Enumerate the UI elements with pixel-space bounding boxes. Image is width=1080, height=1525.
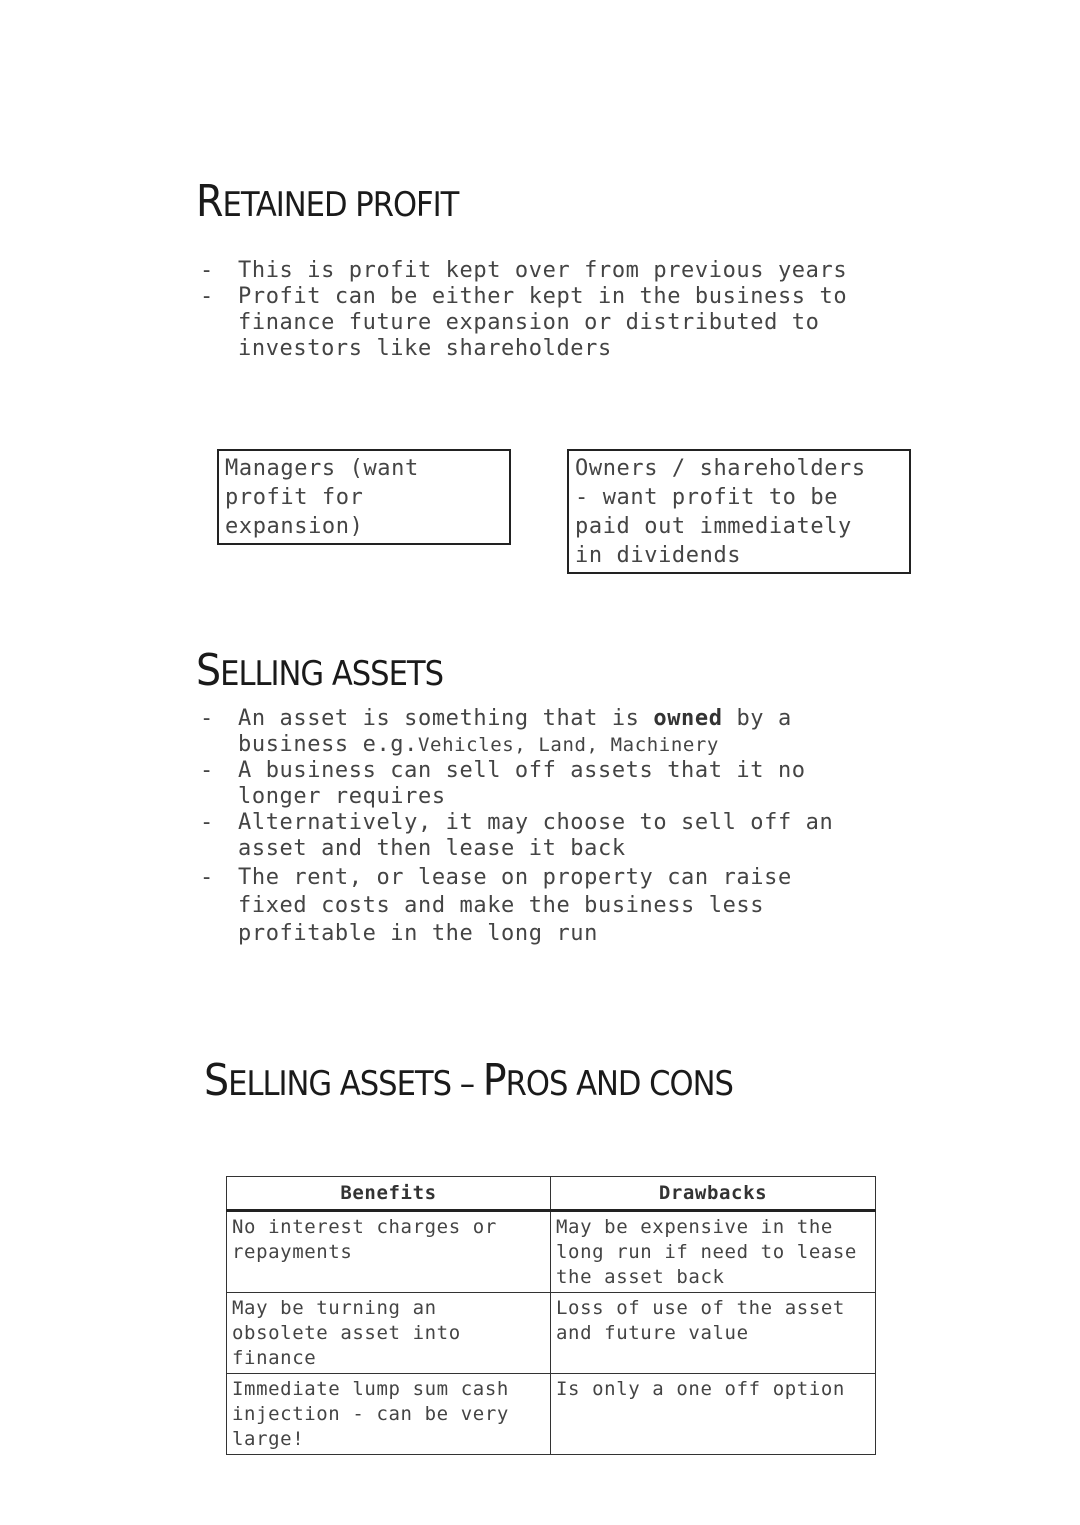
owned-bold: owned	[653, 706, 723, 731]
list-item: - Alternatively, it may choose to sell off an asset and then lease it back	[200, 810, 834, 861]
benefits-header: Benefits	[227, 1177, 551, 1211]
list-item: - Profit can be either kept in the business to finance future expansion or distributed to investors like shareholders	[200, 284, 848, 361]
drawback-cell: Loss of use of the asset and future value	[551, 1293, 876, 1374]
benefit-cell: May be turning an obsolete asset into finance	[227, 1293, 551, 1374]
drawbacks-header: Drawbacks	[551, 1177, 876, 1211]
benefit-cell: No interest charges or repayments	[227, 1211, 551, 1293]
list-item: - This is profit kept over from previous years	[200, 258, 848, 283]
list-item: - A business can sell off assets that it no longer requires	[200, 758, 806, 809]
owners-box: Owners / shareholders - want profit to be paid out immediately in dividends	[567, 449, 911, 574]
table-row	[227, 1293, 876, 1374]
list-item: - The rent, or lease on property can raise fixed costs and make the business less profitable in the long run	[200, 865, 792, 946]
pros-cons-table	[226, 1176, 876, 1455]
pros-cons-heading: SELLING ASSETS – PROS AND CONS	[204, 1055, 733, 1106]
benefit-cell: Immediate lump sum cash injection - can be very large!	[227, 1374, 551, 1455]
list-item: - An asset is something that is owned by a business e.g.Vehicles, Land, Machinery	[200, 706, 792, 757]
table-header-row	[227, 1177, 876, 1211]
retained-profit-heading: RETAINED PROFIT	[196, 176, 459, 227]
selling-assets-bullets	[200, 706, 833, 948]
table-row	[227, 1374, 876, 1455]
drawback-cell: May be expensive in the long run if need to lease the asset back	[551, 1211, 876, 1293]
retained-profit-bullets	[200, 258, 847, 362]
managers-box: Managers (want profit for expansion)	[217, 449, 511, 545]
table-row	[227, 1211, 876, 1293]
drawback-cell: Is only a one off option	[551, 1374, 876, 1455]
selling-assets-heading: SELLING ASSETS	[196, 645, 444, 696]
